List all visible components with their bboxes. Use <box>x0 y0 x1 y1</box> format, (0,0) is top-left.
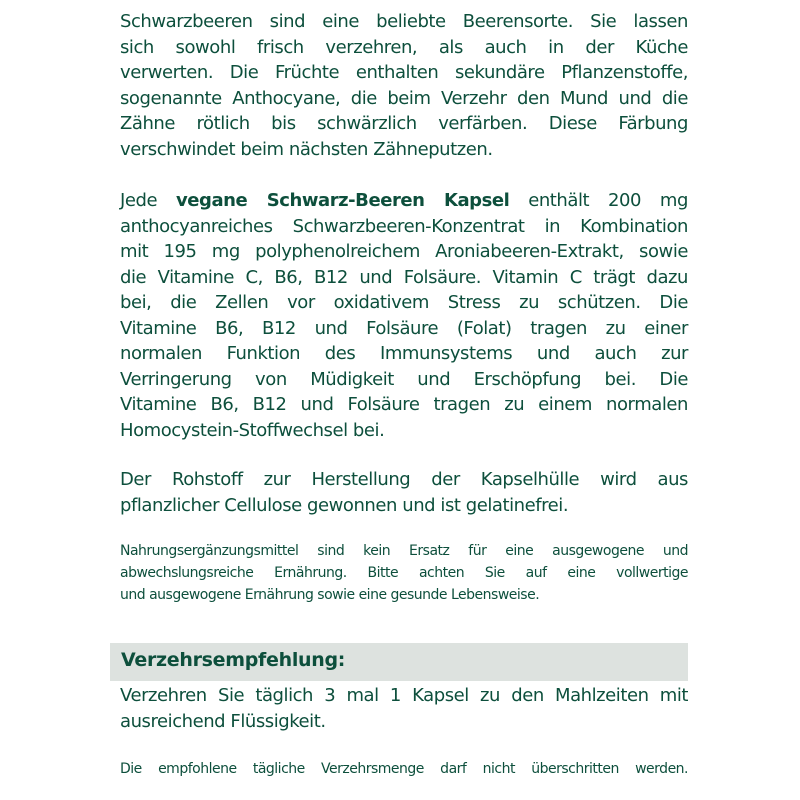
text-line: verwerten. Die Früchte enthalten sekundäre Pflanzenstoffe, <box>120 62 688 83</box>
text-line: sogenannte Anthocyane, die beim Verzehr den Mund und die <box>120 87 688 109</box>
text-line: sich sowohl frisch verzehren, als auch in der Küche <box>120 36 688 58</box>
product-name: vegane Schwarz-Beeren Kapsel <box>175 190 510 211</box>
text-line: Zähne rötlich bis schwärzlich verfärben. Diese Färbung <box>120 113 688 134</box>
text-line: normalen Funktion des Immunsystems und auch zur <box>120 343 688 364</box>
text-line: Homocystein-Stoffwechsel bei. <box>120 419 385 441</box>
text-line: verschwindet beim nächsten Zähneputzen. <box>120 138 493 160</box>
text-line: pflanzlicher Cellulose gewonnen und ist gelatinefrei. <box>120 494 569 516</box>
text-line: Vitamine B6, B12 und Folsäure tragen zu einem normalen <box>120 394 688 415</box>
text-line: abwechslungsreiche Ernährung. Bitte achten Sie auf eine vollwertige <box>120 565 688 581</box>
text-line: Schwarzbeeren sind eine beliebte Beerensorte. Sie lassen <box>120 11 688 32</box>
recommendation-heading: Verzehrsempfehlung: <box>121 649 346 671</box>
text-line: ausreichend Flüssigkeit. <box>120 710 326 732</box>
text-line: Verringerung von Müdigkeit und Erschöpfung bei. Die <box>120 368 688 390</box>
text-line: und ausgewogene Ernährung sowie eine gesunde Lebensweise. <box>120 587 540 603</box>
intro-paragraph <box>120 9 688 162</box>
disclaimer-paragraph <box>120 540 688 606</box>
recommendation-paragraph <box>120 683 688 734</box>
warning-paragraph <box>120 758 688 780</box>
warning-text: Die empfohlene tägliche Verzehrsmenge darf nicht überschritten werden. <box>120 761 688 777</box>
text-fragment: enthält 200 mg <box>509 190 688 211</box>
capsule-paragraph <box>120 467 688 518</box>
text-line: Verzehren Sie täglich 3 mal 1 Kapsel zu den Mahlzeiten mit <box>120 685 688 706</box>
text-line: mit 195 mg polyphenolreichem Aroniabeeren-Extrakt, sowie <box>120 241 688 262</box>
text-line: Der Rohstoff zur Herstellung der Kapselhülle wird aus <box>120 469 688 490</box>
text-line: anthocyanreiches Schwarzbeeren-Konzentrat in Kombination <box>120 215 688 237</box>
text-fragment: Jede <box>120 190 176 211</box>
text-line: Vitamine B6, B12 und Folsäure (Folat) tragen zu einer <box>120 317 688 339</box>
text-line <box>120 188 688 214</box>
text-line: die Vitamine C, B6, B12 und Folsäure. Vitamin C trägt dazu <box>120 266 688 288</box>
recommendation-heading-band <box>110 643 688 681</box>
product-paragraph <box>120 188 688 443</box>
text-line: Nahrungsergänzungsmittel sind kein Ersatz für eine ausgewogene und <box>120 543 688 559</box>
text-line: bei, die Zellen vor oxidativem Stress zu schützen. Die <box>120 292 688 313</box>
